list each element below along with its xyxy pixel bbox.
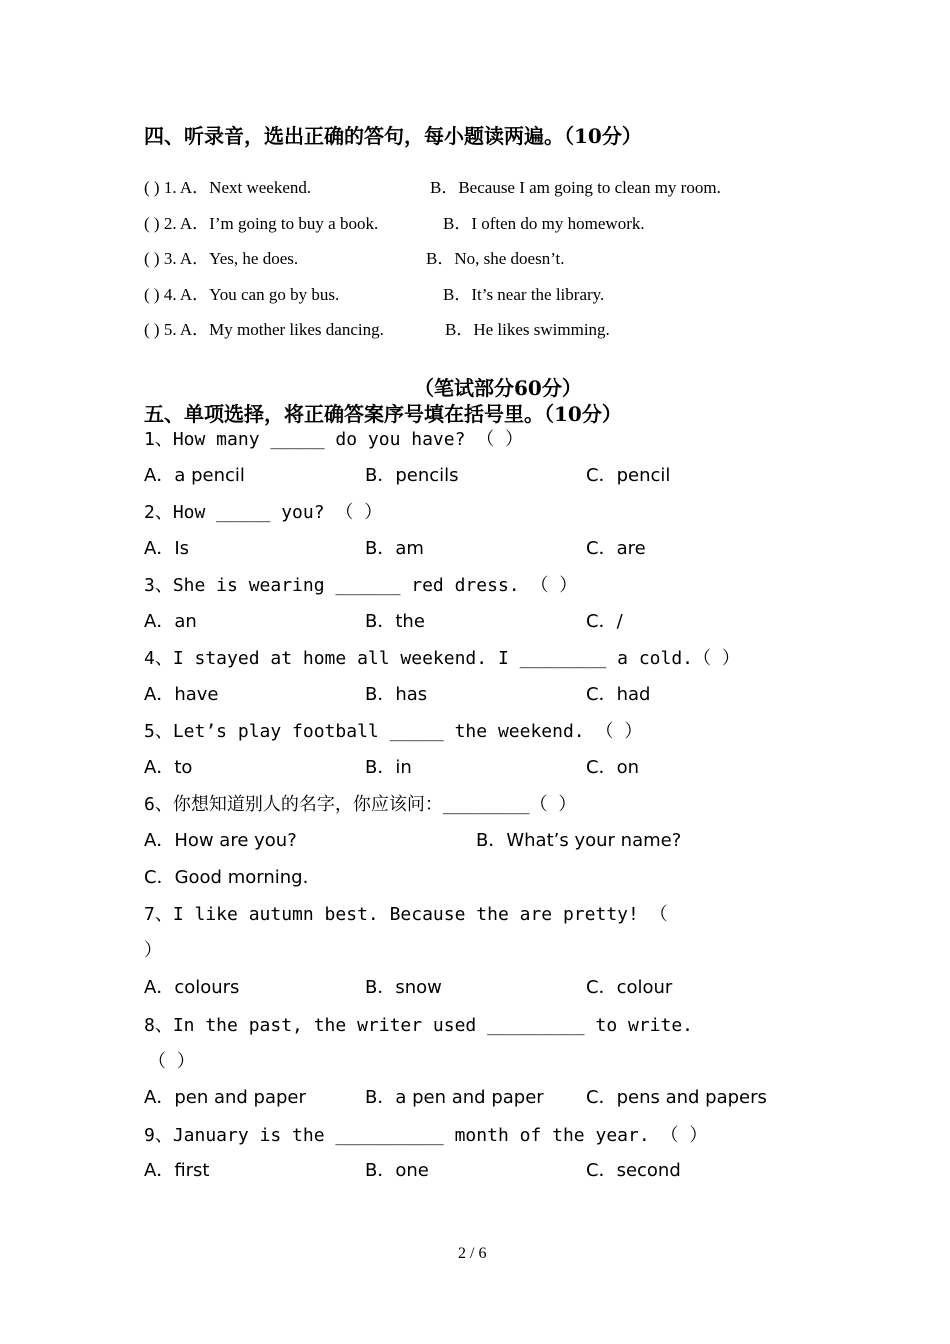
question-5-stem: 5、Let’s play football _____ the weekend. （ ） — [144, 721, 643, 742]
listen-item-1-a: ( ) 1. A．Next weekend. — [144, 178, 312, 197]
question-5-option-c: C．on — [586, 757, 639, 778]
question-1-option-b: B．pencils — [365, 465, 459, 486]
listen-item-1-b: B．Because I am going to clean my room. — [430, 178, 721, 197]
listen-item-5-a: ( ) 5. A．My mother likes dancing. — [144, 320, 384, 339]
listen-item-2-b: B．I often do my homework. — [443, 214, 645, 233]
question-3-option-a: A．an — [144, 611, 197, 632]
section5-title: 五、单项选择，将正确答案序号填在括号里。（10分） — [144, 402, 622, 426]
question-2-option-c: C．are — [586, 538, 646, 559]
page-number: 2 / 6 — [458, 1245, 487, 1262]
question-8-stem-continued: （ ） — [148, 1051, 195, 1072]
question-4-option-b: B．has — [365, 684, 428, 705]
question-6-stem: 6、你想知道别人的名字，你应该问：________（ ） — [144, 794, 577, 815]
section4-title: 四、听录音，选出正确的答句，每小题读两遍。（10分） — [144, 124, 642, 148]
question-1-stem: 1、How many _____ do you have? （ ） — [144, 429, 524, 450]
question-4-stem: 4、I stayed at home all weekend. I ________ a cold.（ ） — [144, 648, 740, 669]
question-7-option-a: A．colours — [144, 977, 240, 998]
question-5-option-a: A．to — [144, 757, 193, 778]
listen-item-4-a: ( ) 4. A．You can go by bus. — [144, 285, 340, 304]
question-9-option-a: A．first — [144, 1160, 210, 1181]
question-2-option-a: A．Is — [144, 538, 189, 559]
question-8-option-c: C．pens and papers — [586, 1087, 767, 1108]
written-part-heading: （笔试部分60分） — [414, 376, 582, 400]
question-2-option-b: B．am — [365, 538, 424, 559]
question-6-option-a: A．How are you? — [144, 830, 297, 851]
question-7-option-b: B．snow — [365, 977, 442, 998]
question-7-option-c: C．colour — [586, 977, 673, 998]
question-7-stem-continued: ） — [144, 940, 162, 961]
question-8-stem: 8、In the past, the writer used _________ to write. — [144, 1015, 694, 1036]
question-1-option-a: A．a pencil — [144, 465, 245, 486]
question-8-option-a: A．pen and paper — [144, 1087, 306, 1108]
question-9-option-b: B．one — [365, 1160, 429, 1181]
question-8-option-b: B．a pen and paper — [365, 1087, 544, 1108]
question-3-option-b: B．the — [365, 611, 425, 632]
question-6-option-b: B．What’s your name? — [476, 830, 682, 851]
question-6-option-c: C．Good morning. — [144, 867, 309, 888]
question-2-stem: 2、How _____ you? （ ） — [144, 502, 383, 523]
question-4-option-a: A．have — [144, 684, 219, 705]
question-3-option-c: C．/ — [586, 611, 623, 632]
listen-item-3-b: B．No, she doesn’t. — [426, 249, 565, 268]
listen-item-4-b: B．It’s near the library. — [443, 285, 605, 304]
question-5-option-b: B．in — [365, 757, 412, 778]
listen-item-5-b: B．He likes swimming. — [445, 320, 610, 339]
listen-item-3-a: ( ) 3. A．Yes, he does. — [144, 249, 299, 268]
question-9-option-c: C．second — [586, 1160, 681, 1181]
question-4-option-c: C．had — [586, 684, 651, 705]
question-7-stem: 7、I like autumn best. Because the are pretty! （ — [144, 904, 668, 925]
question-3-stem: 3、She is wearing ______ red dress. （ ） — [144, 575, 578, 596]
listen-item-2-a: ( ) 2. A．I’m going to buy a book. — [144, 214, 379, 233]
question-1-option-c: C．pencil — [586, 465, 671, 486]
question-9-stem: 9、January is the __________ month of the year. （ ） — [144, 1125, 708, 1146]
